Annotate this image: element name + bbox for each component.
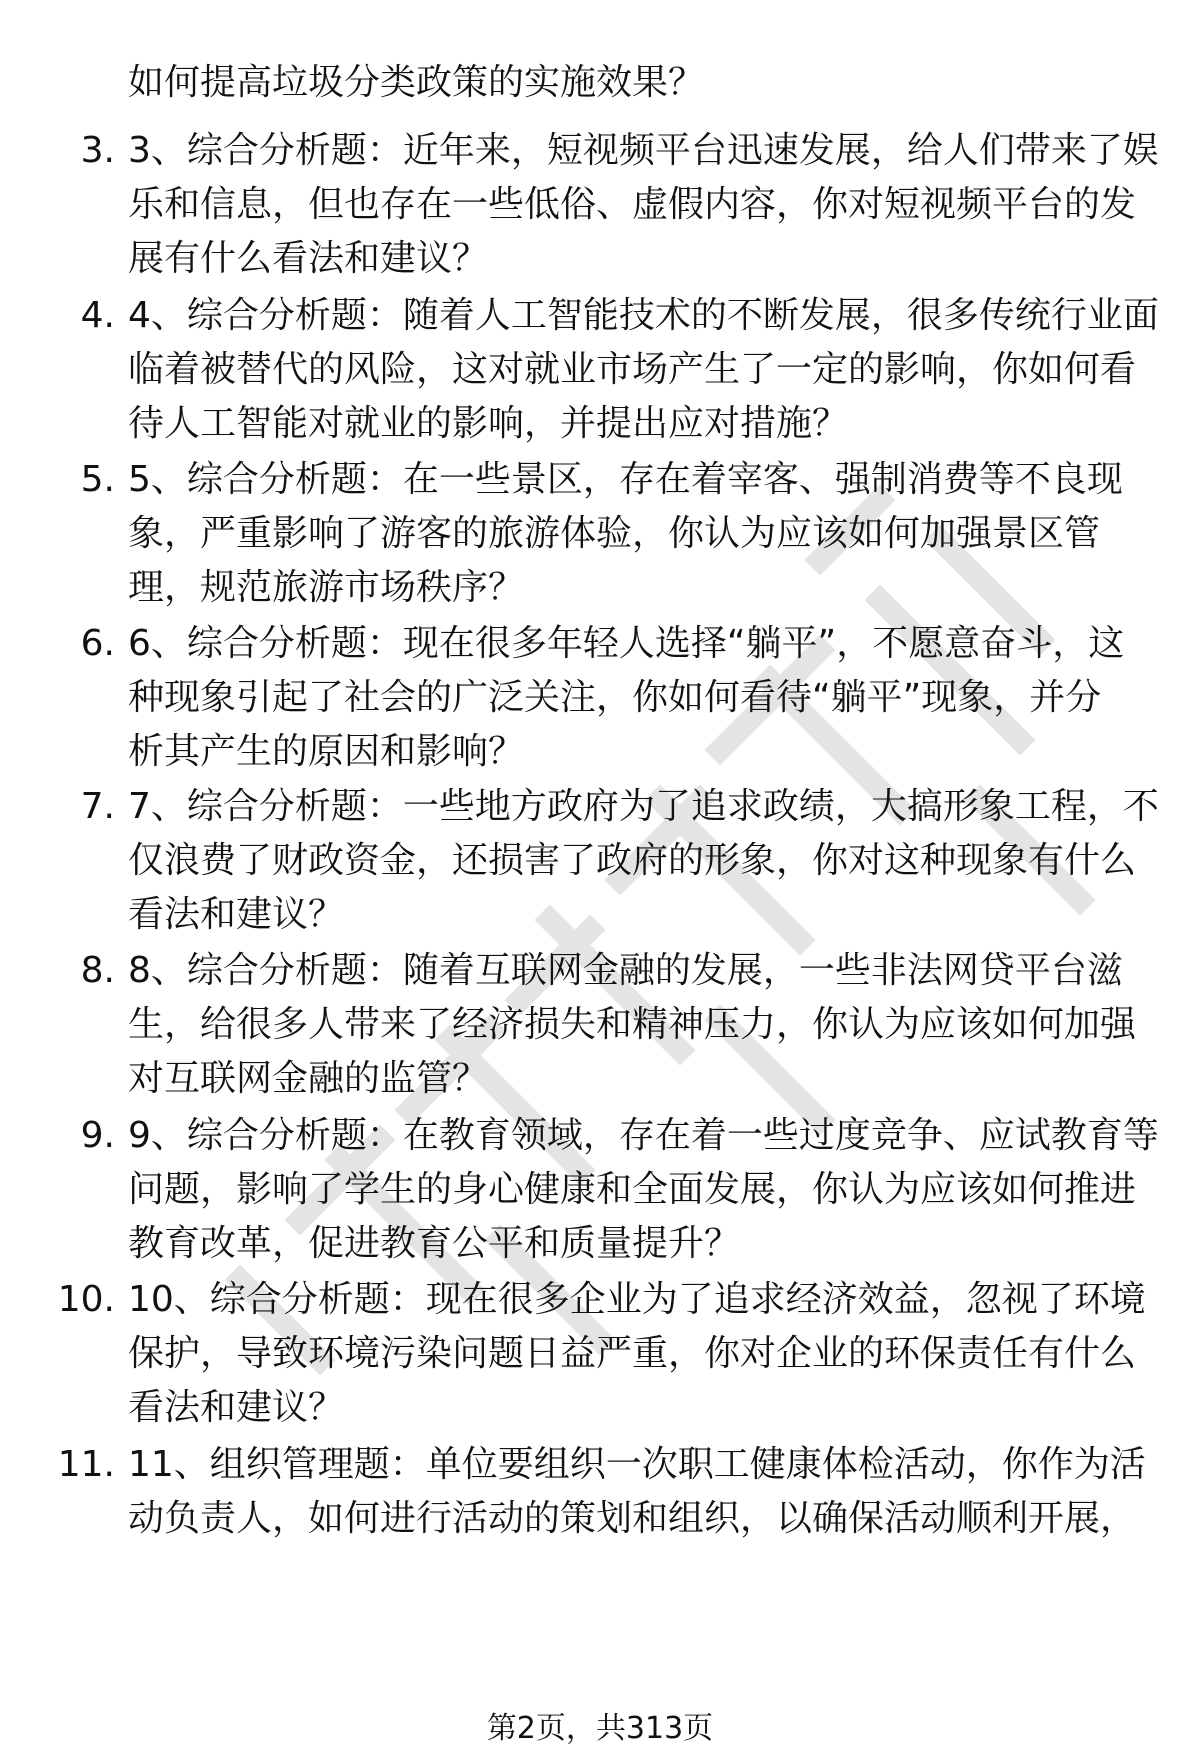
- question-text-line: 对互联网金融的监管？: [128, 1058, 489, 1099]
- question-text: [128, 944, 1168, 1106]
- question-text-line: 析其产生的原因和影响？: [128, 731, 525, 772]
- question-text-line: 生，给很多人带来了经济损失和精神压力，你认为应该如何加强: [128, 1004, 1137, 1045]
- question-text-line: 看法和建议？: [128, 894, 345, 935]
- question-text-line: 种现象引起了社会的广泛关注，你如何看待“躺平”现象，并分: [128, 677, 1102, 718]
- question-number: 3.: [80, 130, 115, 171]
- question-number: 8.: [80, 950, 115, 991]
- question-text: [128, 617, 1168, 779]
- question-text-line: 问题，影响了学生的身心健康和全面发展，你认为应该如何推进: [128, 1169, 1137, 1210]
- question-number: 5.: [80, 459, 115, 500]
- question-text-line: 5、综合分析题：在一些景区，存在着宰客、强制消费等不良现: [128, 459, 1123, 500]
- question-number: 7.: [80, 786, 115, 827]
- question-text-line: 10、综合分析题：现在很多企业为了追求经济效益，忽视了环境: [128, 1279, 1146, 1320]
- question-text-line: 象，严重影响了游客的旅游体验，你认为应该如何加强景区管: [128, 513, 1101, 554]
- question-text-line: 6、综合分析题：现在很多年轻人选择“躺平”，不愿意奋斗，这: [128, 623, 1125, 664]
- page-number-footer: 第2页，共313页: [486, 1711, 714, 1746]
- question-text-line: 展有什么看法和建议？: [128, 238, 489, 279]
- question-text-line: 临着被替代的风险，这对就业市场产生了一定的影响，你如何看: [128, 349, 1137, 390]
- question-text-line: 动负责人，如何进行活动的策划和组织，以确保活动顺利开展，: [128, 1498, 1137, 1539]
- question-number: 10.: [57, 1279, 115, 1320]
- question-text-line: 4、综合分析题：随着人工智能技术的不断发展，很多传统行业面: [128, 295, 1159, 336]
- question-text-line: 8、综合分析题：随着互联网金融的发展，一些非法网贷平台滋: [128, 950, 1123, 991]
- question-text-line: 11、组织管理题：单位要组织一次职工健康体检活动，你作为活: [128, 1444, 1146, 1485]
- question-number: 6.: [80, 623, 115, 664]
- question-text: [128, 1273, 1168, 1435]
- continued-question-line: 如何提高垃圾分类政策的实施效果？: [128, 62, 705, 103]
- question-number: 9.: [80, 1115, 115, 1156]
- question-text-line: 仅浪费了财政资金，还损害了政府的形象，你对这种现象有什么: [128, 840, 1137, 881]
- question-text-line: 理，规范旅游市场秩序？: [128, 567, 525, 608]
- question-text: [128, 1438, 1168, 1546]
- question-text-line: 保护，导致环境污染问题日益严重，你对企业的环保责任有什么: [128, 1333, 1137, 1374]
- question-text: [128, 289, 1168, 451]
- question-number: 11.: [57, 1444, 115, 1485]
- question-text: [128, 1109, 1168, 1271]
- question-text: [128, 780, 1168, 942]
- question-text: [128, 453, 1168, 615]
- question-text-line: 3、综合分析题：近年来，短视频平台迅速发展，给人们带来了娱: [128, 130, 1159, 171]
- question-text-line: 9、综合分析题：在教育领域，存在着一些过度竞争、应试教育等: [128, 1115, 1159, 1156]
- question-text-line: 待人工智能对就业的影响，并提出应对措施？: [128, 403, 849, 444]
- question-text-line: 教育改革，促进教育公平和质量提升？: [128, 1223, 741, 1264]
- question-text-line: 看法和建议？: [128, 1387, 345, 1428]
- question-number: 4.: [80, 295, 115, 336]
- question-text-line: 7、综合分析题：一些地方政府为了追求政绩，大搞形象工程，不: [128, 786, 1159, 827]
- question-text: [128, 124, 1168, 286]
- question-text-line: 乐和信息，但也存在一些低俗、虚假内容，你对短视频平台的发: [128, 184, 1137, 225]
